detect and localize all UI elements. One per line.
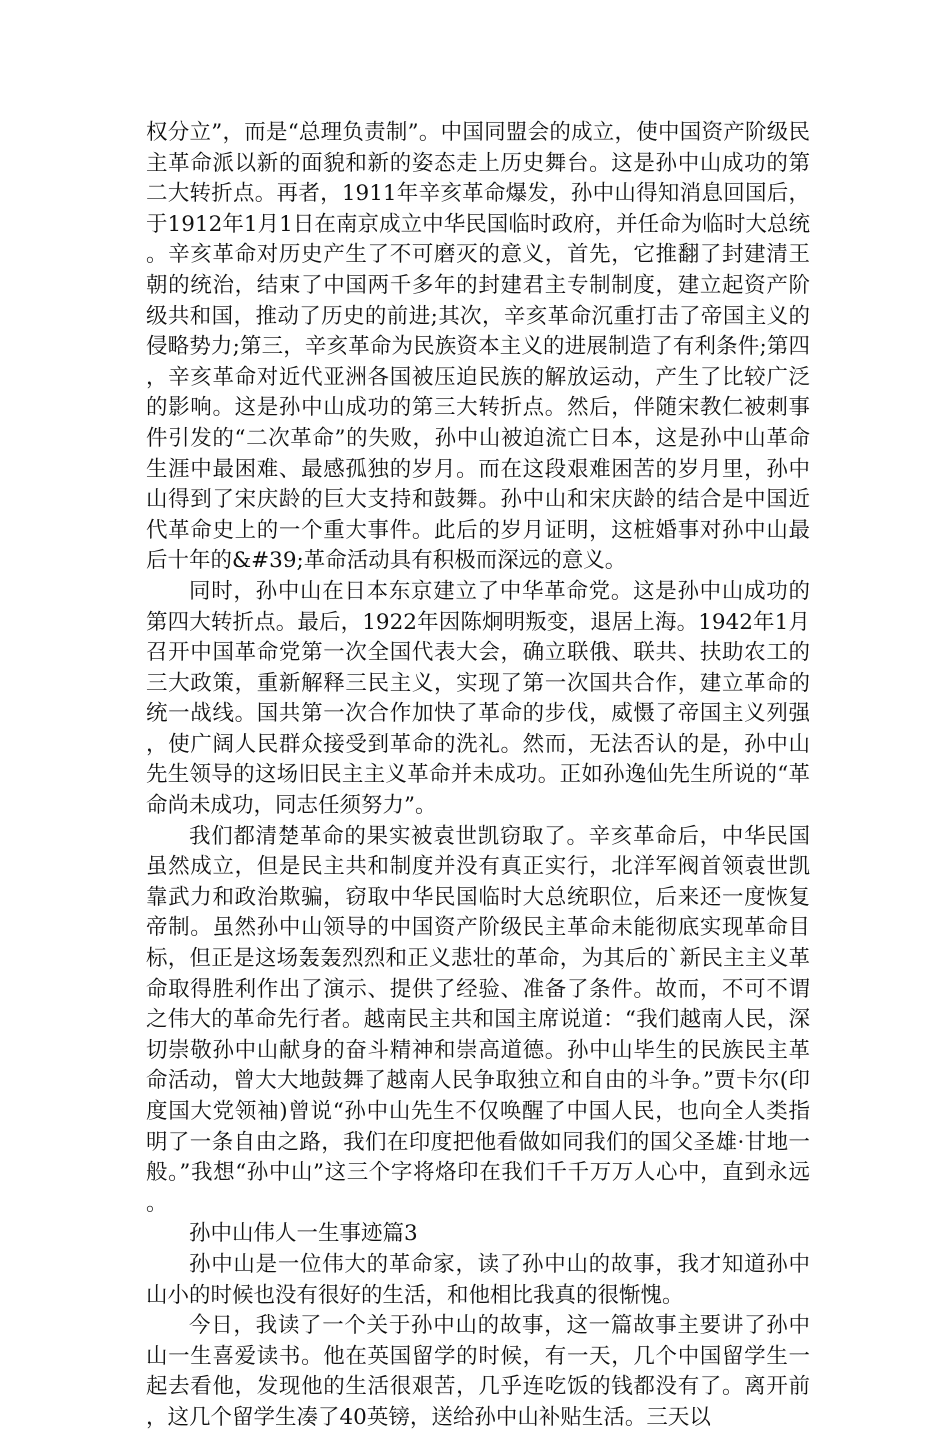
document-body	[146, 118, 810, 1434]
paragraph-4: 孙中山是一位伟大的革命家，读了孙中山的故事，我才知道孙中山小的时候也没有很好的生活，和他相比我真的很惭愧。	[146, 1251, 810, 1308]
paragraph-5: 今日，我读了一个关于孙中山的故事，这一篇故事主要讲了孙中山一生喜爱读书。他在英国留学的时候，有一天，几个中国留学生一起去看他，发现他的生活很艰苦，几乎连吃饭的钱都没有了。离开前，这几个留学生凑了40英镑，送给孙中山补贴生活。三天以	[146, 1313, 810, 1430]
section-heading: 孙中山伟人一生事迹篇3	[189, 1221, 418, 1247]
paragraph-1: 权分立”，而是“总理负责制”。中国同盟会的成立，使中国资产阶级民主革命派以新的面貌和新的姿态走上历史舞台。这是孙中山成功的第二大转折点。再者，1911年辛亥革命爆发，孙中山得知消息回国后，于1912年1月1日在南京成立中华民国临时政府，并任命为临时大总统。辛亥革命对历史产生了不可磨灭的意义，首先，它推翻了封建清王朝的统治，结束了中国两千多年的封建君主专制制度，建立起资产阶级共和国，推动了历史的前进;其次，辛亥革命沉重打击了帝国主义的侵略势力;第三，辛亥革命为民族资本主义的进展制造了有利条件;第四，辛亥革命对近代亚洲各国被压迫民族的解放运动，产生了比较广泛的影响。这是孙中山成功的第三大转折点。然后，伴随宋教仁被刺事件引发的“二次革命”的失败，孙中山被迫流亡日本，这是孙中山革命生涯中最困难、最感孤独的岁月。而在这段艰难困苦的岁月里，孙中山得到了宋庆龄的巨大支持和鼓舞。孙中山和宋庆龄的结合是中国近代革命史上的一个重大事件。此后的岁月证明，这桩婚事对孙中山最后十年的&#39;革命活动具有积极而深远的意义。	[146, 120, 810, 574]
paragraph-3: 我们都清楚革命的果实被袁世凯窃取了。辛亥革命后，中华民国虽然成立，但是民主共和制度并没有真正实行，北洋军阀首领袁世凯靠武力和政治欺骗，窃取中华民国临时大总统职位，后来还一度恢复帝制。虽然孙中山领导的中国资产阶级民主革命未能彻底实现革命目标，但正是这场轰轰烈烈和正义悲壮的革命，为其后的`新民主主义革命取得胜利作出了演示、提供了经验、准备了条件。故而，不可不谓之伟大的革命先行者。越南民主共和国主席说道：“我们越南人民，深切崇敬孙中山献身的奋斗精神和崇高道德。孙中山毕生的民族民主革命活动，曾大大地鼓舞了越南人民争取独立和自由的斗争。”贾卡尔(印度国大党领袖)曾说“孙中山先生不仅唤醒了中国人民，也向全人类指明了一条自由之路，我们在印度把他看做如同我们的国父圣雄·甘地一般。”我想“孙中山”这三个字将烙印在我们千千万万人心中，直到永远。	[146, 823, 810, 1216]
paragraph-2: 同时，孙中山在日本东京建立了中华革命党。这是孙中山成功的第四大转折点。最后，1922年因陈炯明叛变，退居上海。1942年1月召开中国革命党第一次全国代表大会，确立联俄、联共、扶助农工的三大政策，重新解释三民主义，实现了第一次国共合作，建立革命的统一战线。国共第一次合作加快了革命的步伐，威慑了帝国主义列强，使广阔人民群众接受到革命的洗礼。然而，无法否认的是，孙中山先生领导的这场旧民主主义革命并未成功。正如孙逸仙先生所说的“革命尚未成功，同志任须努力”。	[146, 578, 810, 819]
